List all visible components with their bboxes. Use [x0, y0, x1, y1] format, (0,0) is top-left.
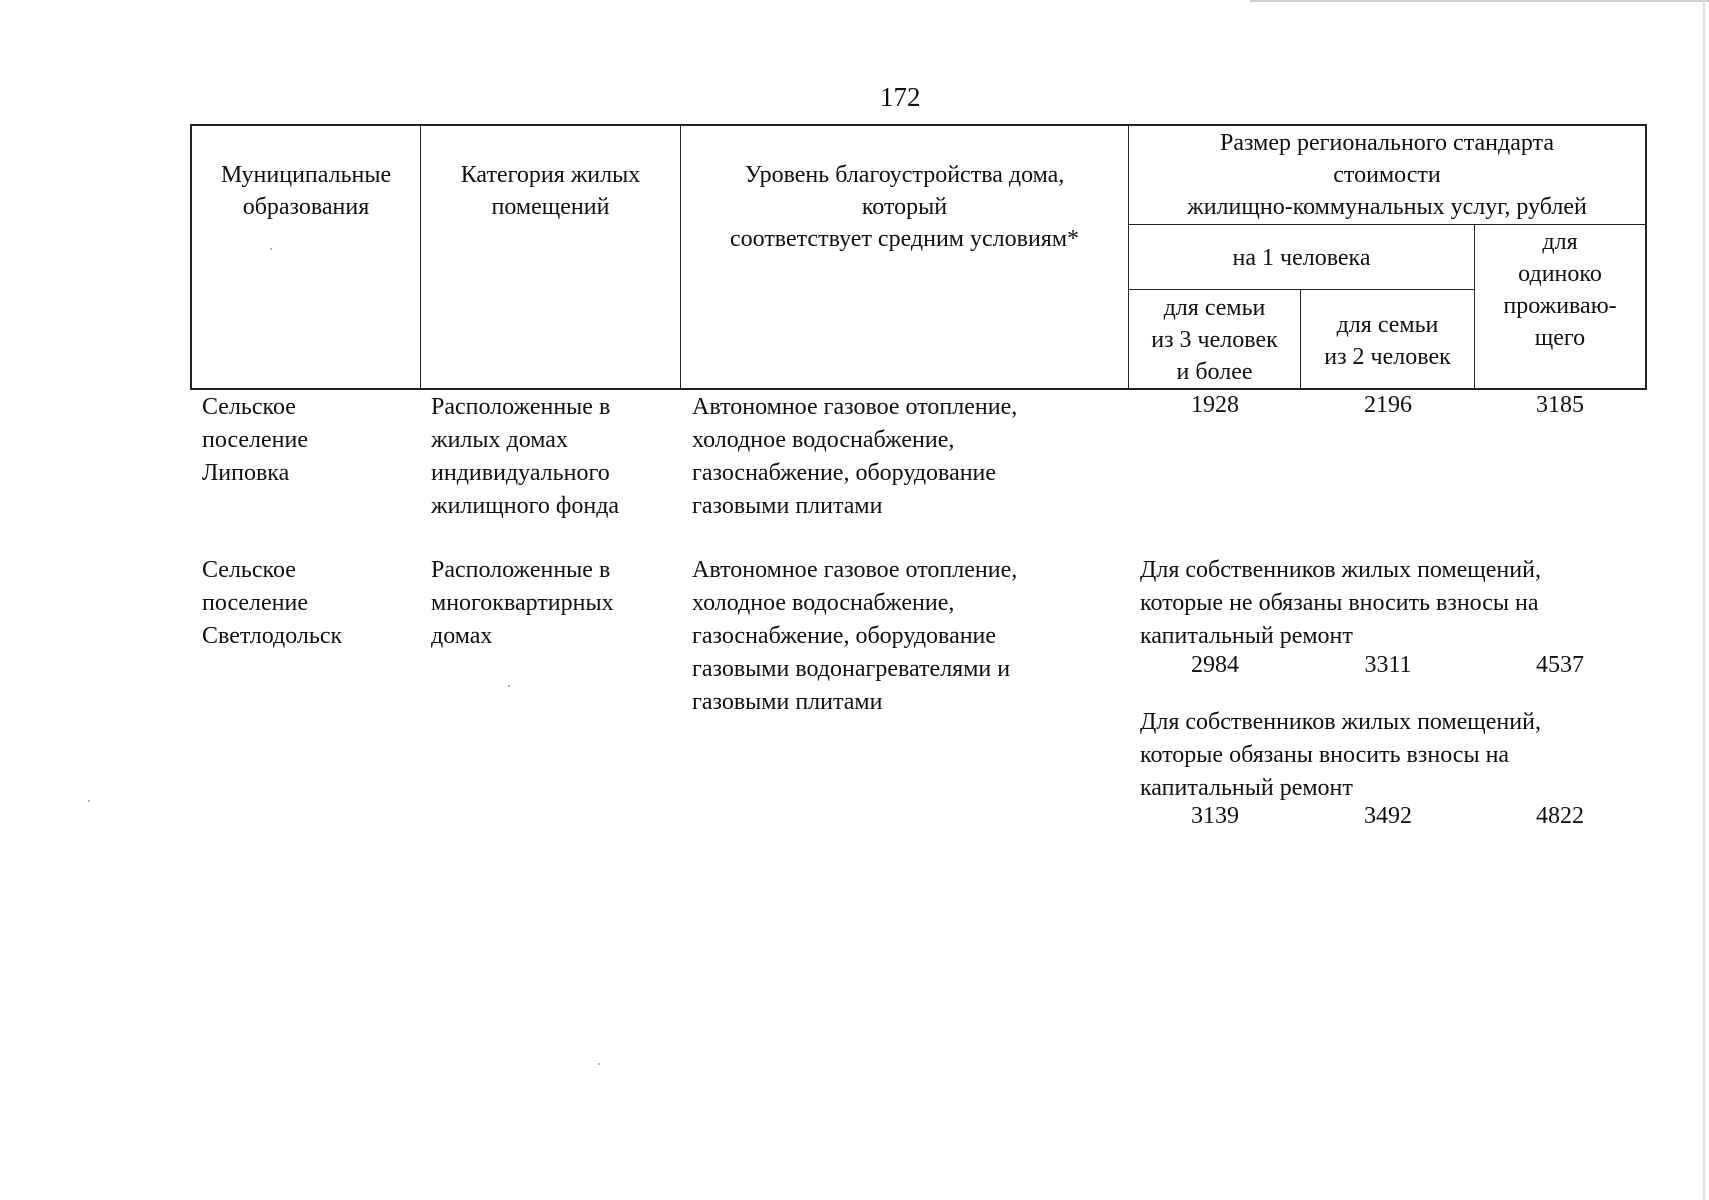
header-single-resident: для одиноко проживаю- щего [1503, 229, 1617, 351]
header-standard-size: Размер регионального стандарта стоимости жилищно-коммунальных услуг, рублей [1187, 130, 1587, 220]
scan-speck [598, 1063, 600, 1065]
row1-value-family3: 1928 [1191, 392, 1239, 418]
header-category: Категория жилых помещений [460, 162, 641, 220]
header-family-2: для семьи из 2 человек [1324, 312, 1451, 370]
grid-row-divider [1128, 289, 1474, 290]
row2-group1-value-family3: 2984 [1191, 652, 1239, 678]
header-level: Уровень благоустройства дома, который соответствует средним условиям* [729, 162, 1080, 252]
row1-level: Автономное газовое отопление, холодное водоснабжение, газоснабжение, оборудование газовыми плитами [692, 394, 1018, 519]
grid-top-border [190, 124, 1646, 126]
header-per-person: на 1 человека [1232, 245, 1371, 271]
header-family-3: для семьи из 3 человек и более [1151, 295, 1278, 385]
row2-group1-value-family2: 3311 [1364, 652, 1412, 678]
scan-speck [88, 800, 90, 802]
row1-municipality: Сельское поселение Липовка [202, 394, 309, 486]
row2-category: Расположенные в многоквартирных домах [431, 557, 614, 649]
page-number: 172 [880, 82, 921, 112]
row2-group1-value-single: 4537 [1536, 652, 1584, 678]
row1-category: Расположенные в жилых домах индивидуального жилищного фонда [431, 394, 620, 519]
scan-speck [508, 685, 510, 687]
row2-group1-label: Для собственников жилых помещений, которые не обязаны вносить взносы на капитальный ремонт [1140, 557, 1541, 649]
row2-municipality: Сельское поселение Светлодольск [202, 557, 343, 649]
row2-group2-label: Для собственников жилых помещений, которые обязаны вносить взносы на капитальный ремонт [1140, 709, 1541, 801]
row1-value-family2: 2196 [1364, 392, 1412, 418]
row2-group2-value-family2: 3492 [1364, 803, 1412, 829]
row1-value-single: 3185 [1536, 392, 1584, 418]
grid-row-divider [1128, 224, 1646, 225]
row2-level: Автономное газовое отопление, холодное водоснабжение, газоснабжение, оборудование газовыми водонагревателями и газовыми плитами [692, 557, 1018, 715]
scan-edge-top [1250, 0, 1709, 2]
scan-edge-right [1703, 0, 1705, 1200]
scan-speck [270, 248, 272, 250]
row2-group2-value-single: 4822 [1536, 803, 1584, 829]
grid-right-border [1645, 124, 1647, 390]
header-municipality: Муниципальные образования [220, 162, 392, 220]
row2-group2-value-family3: 3139 [1191, 803, 1239, 829]
